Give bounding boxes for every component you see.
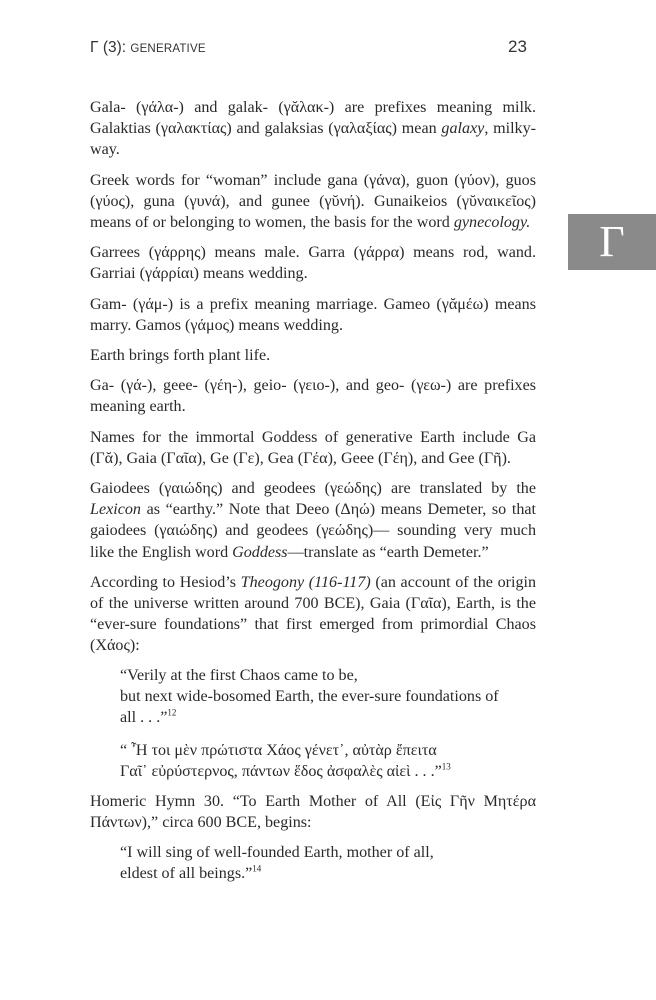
header-section-title: GENERATIVE [130,43,206,55]
quote-line: “I will sing of well-founded Earth, mother of all, [120,844,434,862]
chapter-thumb-tab [568,214,656,270]
paragraph: Gala- (γάλα-) and galak- (γᾰλακ-) are prefixes meaning milk. Galaktias (γαλακτίας) and galaksias (γαλαξίας) mean galaxy, milky-way. [90,99,537,159]
running-header [90,39,206,57]
paragraph: Earth brings forth plant life. [90,347,271,365]
footnote-marker: 13 [441,762,451,773]
paragraph: Names for the immortal Goddess of generative Earth include Ga (Γᾰ), Gaia (Γαῖα), Ge (Γε), Gea (Γέα), Geee (Γέη), and Gee (Γῆ). [90,428,536,467]
paragraph: Homeric Hymn 30. “To Earth Mother of All (Εἰς Γῆν Μητέρα Πάντων),” circa 600 BCE, begins: [90,792,536,831]
footnote-marker: 14 [252,863,262,874]
quote-line: “ Ἦ τοι μὲν πρώτιστα Χάος γένετ᾽, αὐτὰρ ἔπειτα [120,742,437,760]
italic-term: Goddess [232,543,288,561]
italic-term: galaxy [441,120,485,138]
paragraph: Ga- (γά-), geee- (γέη-), geio- (γειο-), and geo- (γεω-) are prefixes meaning earth. [90,377,536,416]
paragraph: Garrees (γάρρης) means male. Garra (γάρρα) means rod, wand. Garriai (γάρρίαι) means wedding. [90,244,536,283]
page-number: 23 [508,37,527,56]
block-quote [120,842,536,884]
paragraph: Gam- (γάμ-) is a prefix meaning marriage. Gameo (γᾰμέω) means marry. Gamos (γάμος) means wedding. [90,295,536,334]
paragraph: Greek words for “woman” include gana (γάνα), guon (γύον), guos (γύος), guna (γυνά), and gunee (γῠνή). Gunaikeios (γῠναικεῖος) means of or belonging to women, the basis for the word gynecology. [90,171,536,232]
paragraph: Gaiodees (γαιώδης) and geodees (γεώδης) are translated by the Lexicon as “earthy.” Note that Deeo (Δηώ) means Demeter, so that gaiodees (γαιώδης) and geodees (γεώδης)— sounding very much like the English word Goddess—translate as “earth Demeter.” [90,480,536,561]
block-quote [120,665,536,729]
header-gamma: Γ [90,39,99,56]
body-text [90,97,536,893]
quote-line: eldest of all beings.”$^{14}$ [120,863,262,883]
thumb-tab-letter: Γ [599,217,625,266]
quote-line: but next wide-bosomed Earth, the ever-sure foundations of [120,687,499,705]
italic-term: gynecology. [453,214,531,232]
quote-line: all . . .”$^{12}$ [120,707,177,727]
italic-term: Lexicon [90,501,141,519]
footnote-marker: 12 [167,707,177,718]
block-quote [120,740,536,782]
quote-line: Γαῖ᾽ εὐρύστερνος, πάντων ἕδος ἀσφαλὲς αἰεὶ . . .”$^{13}$ [120,762,451,781]
italic-term: Theogony (116-117) [240,573,371,591]
paragraph: According to Hesiod’s Theogony (116-117) (an account of the origin of the universe written around 700 BCE), Gaia (Γαῖα), Earth, is the “ever-sure foundations” that first emerged from primordial Chaos (Χάος): [90,573,537,655]
quote-line: “Verily at the first Chaos came to be, [120,666,358,684]
header-section-number: (3): [98,39,131,56]
